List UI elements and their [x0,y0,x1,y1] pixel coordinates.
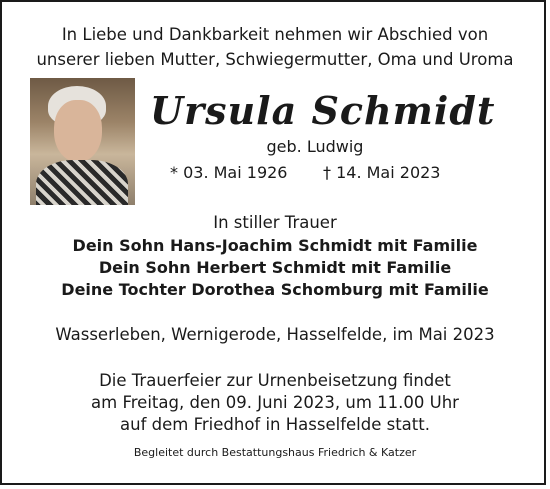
service-info [0,370,550,436]
intro-line: In Liebe und Dankbarkeit nehmen wir Abschied von [61,25,489,44]
portrait-photo [30,78,135,205]
family-list [0,235,550,301]
service-line: auf dem Friedhof in Hasselfelde statt. [120,415,430,434]
family-line: Deine Tochter Dorothea Schomburg mit Familie [61,280,489,299]
family-line: Dein Sohn Hans-Joachim Schmidt mit Familie [72,236,478,255]
service-line: Die Trauerfeier zur Urnenbeisetzung findet [99,371,451,390]
deceased-name: Ursula Schmidt [150,88,496,133]
family-line: Dein Sohn Herbert Schmidt mit Familie [98,258,452,277]
maiden-name: geb. Ludwig [266,137,364,156]
birth-date: * 03. Mai 1926 [170,163,288,182]
death-date: † 14. Mai 2023 [323,163,441,182]
mourning-label: In stiller Trauer [213,213,337,232]
place-date: Wasserleben, Wernigerode, Hasselfelde, im Mai 2023 [55,325,495,344]
intro-line: unserer lieben Mutter, Schwiegermutter, Oma und Uroma [36,50,514,69]
intro-text [0,22,550,72]
funeral-home: Begleitet durch Bestattungshaus Friedrich & Katzer [133,446,417,459]
service-line: am Freitag, den 09. Juni 2023, um 11.00 Uhr [91,393,459,412]
